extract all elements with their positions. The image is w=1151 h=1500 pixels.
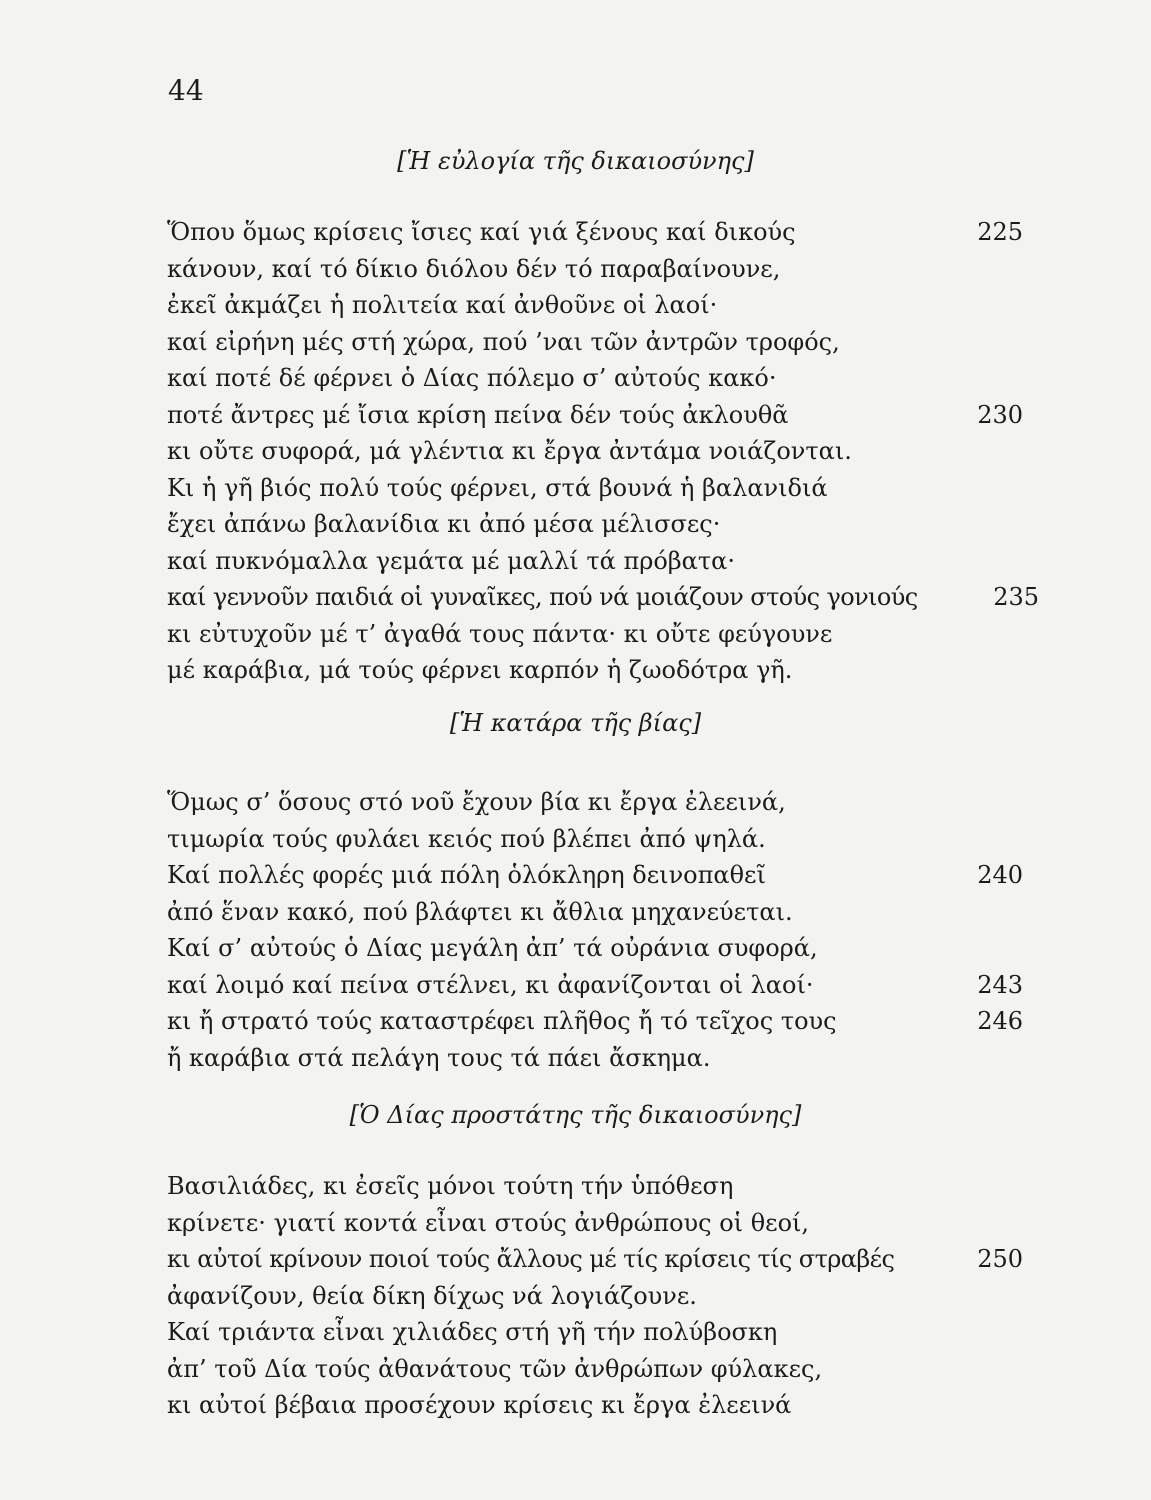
line-number: 246 [977, 1007, 1023, 1035]
verse-line [167, 214, 1037, 251]
verse-line [167, 324, 1037, 361]
verse-text: μέ καράβια, μά τούς φέρνει καρπόν ἡ ζωοδότρα γῆ. [167, 656, 793, 684]
verse-text: Ὅπου ὅμως κρίσεις ἴσιες καί γιά ξένους καί δικούς [167, 218, 796, 246]
verse-text: καί γεννοῦν παιδιά οἱ γυναῖκες, πού νά μοιάζουν στούς γονιούς [167, 583, 918, 611]
line-number: 235 [993, 583, 1039, 611]
verse-line [167, 1351, 1037, 1388]
verse-line [167, 579, 1037, 616]
verse-text: Κι ἡ γῆ βιός πολύ τούς φέρνει, στά βουνά ἡ βαλανιδιά [167, 473, 828, 502]
verse-text: κι οὔτε συφορά, μά γλέντια κι ἔργα ἀντάμα νοιάζονται. [167, 437, 852, 465]
verse-line [167, 616, 1037, 653]
section-heading-curse-of-violence: [Ἡ κατάρα τῆς βίας] [449, 709, 702, 737]
verse-line [167, 784, 1037, 821]
section-heading-blessing-of-justice: [Ἡ εὐλογία τῆς δικαιοσύνης] [397, 147, 754, 175]
verse-text: ἀπό ἕναν κακό, πού βλάφτει κι ἄθλια μηχανεύεται. [167, 897, 793, 926]
verse-line [167, 1168, 1037, 1205]
verse-text: κι ἤ στρατό τούς καταστρέφει πλῆθος ἤ τό τεῖχος τους [167, 1007, 837, 1035]
verse-text: καί λοιμό καί πείνα στέλνει, κι ἀφανίζονται οἱ λαοί· [167, 970, 814, 999]
verse-block-2 [167, 784, 1037, 1076]
verse-text: καί ποτέ δέ φέρνει ὁ Δίας πόλεμο σ’ αὐτούς κακό· [167, 364, 777, 392]
verse-text: ποτέ ἄντρες μέ ἴσια κρίση πείνα δέν τούς ἀκλουθᾶ [167, 400, 789, 429]
verse-text: Καί σ’ αὐτούς ὁ Δίας μεγάλη ἀπ’ τά οὐράνια συφορά, [167, 934, 818, 962]
verse-text: Καί πολλές φορές μιά πόλη ὁλόκληρη δεινοπαθεῖ [167, 861, 766, 889]
verse-line [167, 1278, 1037, 1315]
line-number: 230 [977, 400, 1023, 429]
verse-line [167, 1314, 1037, 1351]
verse-line [167, 930, 1037, 967]
verse-line [167, 821, 1037, 858]
verse-text: ἔχει ἀπάνω βαλανίδια κι ἀπό μέσα μέλισσες· [167, 510, 721, 538]
verse-line [167, 360, 1037, 397]
verse-text: ἐκεῖ ἀκμάζει ἡ πολιτεία καί ἀνθοῦνε οἱ λαοί· [167, 291, 718, 319]
verse-text: κάνουν, καί τό δίκιο διόλου δέν τό παραβαίνουνε, [167, 254, 781, 283]
verse-text: ἀπ’ τοῦ Δία τούς ἀθανάτους τῶν ἀνθρώπων φύλακες, [167, 1354, 823, 1383]
line-number: 243 [977, 970, 1023, 999]
verse-line [167, 543, 1037, 580]
verse-line [167, 251, 1037, 288]
verse-line [167, 1003, 1037, 1040]
line-number: 240 [977, 861, 1023, 889]
verse-line [167, 1205, 1037, 1242]
verse-text: ἤ καράβια στά πελάγη τους τά πάει ἄσκημα. [167, 1043, 711, 1072]
verse-text: Καί τριάντα εἶναι χιλιάδες στή γῆ τήν πολύβοσκη [167, 1318, 778, 1346]
section-heading-zeus-protector-of-justice: [Ὁ Δίας προστάτης τῆς δικαιοσύνης] [349, 1101, 802, 1129]
verse-line [167, 857, 1037, 894]
verse-text: κρίνετε· γιατί κοντά εἶναι στούς ἀνθρώπους οἱ θεοί, [167, 1208, 810, 1237]
verse-text: Βασιλιάδες, κι ἐσεῖς μόνοι τούτη τήν ὑπόθεση [167, 1172, 734, 1200]
verse-text: καί εἰρήνη μές στή χώρα, πού ’ναι τῶν ἀντρῶν τροφός, [167, 327, 840, 356]
verse-line [167, 1040, 1037, 1077]
verse-text: καί πυκνόμαλλα γεμάτα μέ μαλλί τά πρόβατα· [167, 546, 735, 575]
verse-text: κι αὐτοί βέβαια προσέχουν κρίσεις κι ἔργα ἐλεεινά [167, 1391, 792, 1419]
verse-line [167, 433, 1037, 470]
verse-line [167, 1387, 1037, 1424]
verse-line [167, 470, 1037, 507]
verse-line [167, 967, 1037, 1004]
verse-text: τιμωρία τούς φυλάει κειός πού βλέπει ἀπό ψηλά. [167, 824, 766, 853]
verse-line [167, 397, 1037, 434]
line-number: 225 [977, 218, 1023, 246]
verse-line [167, 894, 1037, 931]
page-number: 44 [168, 74, 204, 107]
verse-line [167, 287, 1037, 324]
verse-block-1 [167, 214, 1037, 689]
line-number: 250 [977, 1245, 1023, 1273]
verse-block-3 [167, 1168, 1037, 1424]
verse-text: κι εὐτυχοῦν μέ τ’ ἀγαθά τους πάντα· κι οὔτε φεύγουνε [167, 619, 833, 648]
verse-text: Ὅμως σ’ ὅσους στό νοῦ ἔχουν βία κι ἔργα ἐλεεινά, [167, 788, 786, 816]
verse-line [167, 506, 1037, 543]
verse-text: ἀφανίζουν, θεία δίκη δίχως νά λογιάζουνε. [167, 1281, 697, 1310]
verse-line [167, 1241, 1037, 1278]
verse-line [167, 652, 1037, 689]
verse-text: κι αὐτοί κρίνουν ποιοί τούς ἄλλους μέ τίς κρίσεις τίς στραβές [167, 1245, 895, 1273]
